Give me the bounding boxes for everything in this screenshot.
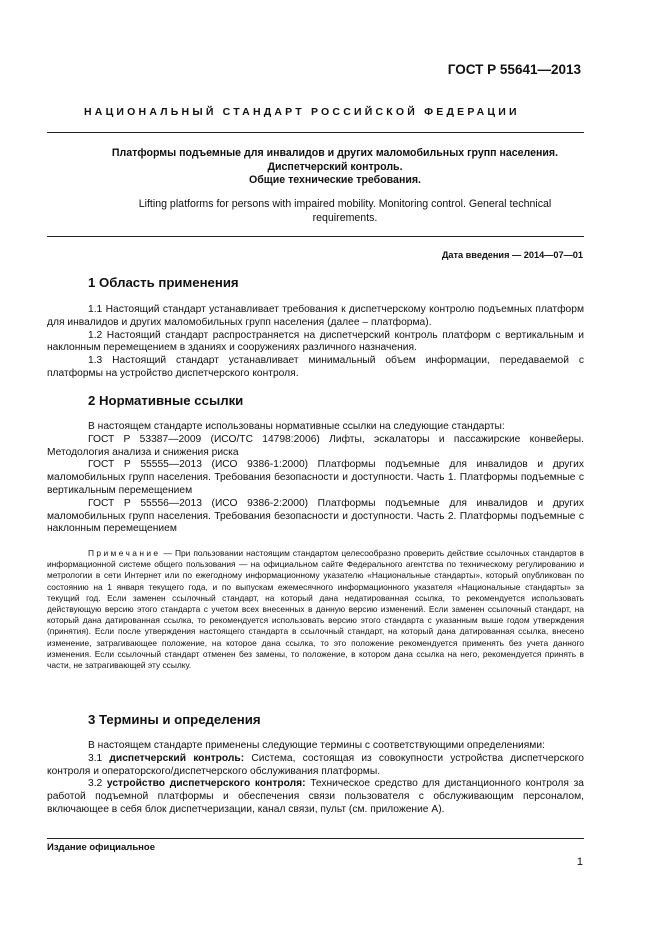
title-russian: [80, 147, 590, 188]
section-body: [47, 421, 584, 536]
paragraph: В настоящем стандарте использованы нормативные ссылки на следующие стандарты:: [88, 421, 505, 432]
title-line: Общие технические требования.: [249, 174, 421, 186]
paragraph: 1.2 Настоящий стандарт распространяется на диспетчерский контроль платформ с вертикальным и наклонным перемещением в зданиях и сооружениях различного назначения.: [47, 329, 584, 354]
section-body: [47, 304, 584, 381]
section-heading: 1 Область применения: [88, 275, 239, 290]
section-heading: 2 Нормативные ссылки: [88, 393, 244, 408]
reference-item: ГОСТ Р 55556—2013 (ИСО 9386-2:2000) Платформы подъемные для инвалидов и других маломобильных групп населения. Требования безопасности и доступности. Часть 2. Платформы подъемные с наклонным перемещением: [47, 497, 584, 535]
introduction-date: Дата введения — 2014—07—01: [441, 250, 583, 260]
term-definition: [47, 778, 584, 816]
document-code: ГОСТ Р 55641—2013: [447, 62, 581, 77]
note-label: Примечание: [88, 548, 161, 558]
reference-item: ГОСТ Р 53387—2009 (ИСО/ТС 14798:2006) Лифты, эскалаторы и пассажирские конвейеры. Методология анализа и снижения риска: [47, 433, 584, 458]
term-definition: [47, 753, 584, 779]
definition: Система, состоящая из совокупности устройства диспетчерского контроля и операторского/диспетчерского обслуживания платформы.: [47, 752, 584, 777]
term: диспетчерский контроль:: [109, 752, 245, 764]
national-standard-banner: НАЦИОНАЛЬНЫЙ СТАНДАРТ РОССИЙСКОЙ ФЕДЕРАЦИИ: [84, 106, 520, 118]
paragraph: 1.3 Настоящий стандарт устанавливает минимальный объем информации, передаваемой с платформы на устройство диспетчерского контроля.: [47, 355, 584, 379]
term-number: 3.2: [88, 778, 103, 790]
title-line: Платформы подъемные для инвалидов и других маломобильных групп населения.: [111, 147, 559, 159]
header-divider: [47, 132, 584, 133]
edition-label: Издание официальное: [47, 842, 155, 853]
title-divider: [47, 236, 584, 237]
paragraph: 1.1 Настоящий стандарт устанавливает требования к диспетчерскому контролю подъемных платформ для инвалидов и других маломобильных групп населения (далее – платформа).: [47, 304, 584, 328]
footer-divider: [47, 838, 584, 839]
note-text: — При пользовании настоящим стандартом целесообразно проверить действие ссылочных стандартов в информационной системе общего пользования — на официальном сайте Федерального агентства по техническому регулированию и метрологии в сети Интернет или по ежегодному информационному указателю «Национальные стандарты», который опубликован по состоянию на 1 января текущего года, и по выпускам ежемесячного информационного указателя «Национальные стандарты» за текущий год. Если заменен ссылочный стандарт, на который дана недатированная ссылка, то рекомендуется использовать действующую версию этого стандарта с учетом всех внесенных в данную версию изменений. Если заменен ссылочный стандарт, на который дана датированная ссылка, то рекомендуется использовать версию этого стандарта с указанным выше годом утверждения (принятия). Если после утверждения настоящего стандарта в ссылочный стандарт, на который дана датированная ссылка, внесено изменение, затрагивающее положение, на которое дана ссылка, то это положение рекомендуется применять без учета данного изменения. Если ссылочный стандарт отменен без замены, то положение, в котором дана ссылка на него, рекомендуется принять в части, не затрагивающей эту ссылку.: [47, 548, 585, 671]
title-english: Lifting platforms for persons with impaired mobility. Monitoring control. General technical requirements.: [138, 198, 552, 224]
page-number: 1: [576, 856, 583, 868]
section-body: [47, 740, 584, 817]
section-heading: 3 Термины и определения: [88, 712, 261, 727]
definition: Техническое средство для дистанционного контроля за работой подъемной платформы и обеспечения связи пользователя с обслуживающим персоналом, включающее в себя блок диспетчеризации, канал связи, пульт (см. приложение А).: [47, 778, 584, 815]
term: устройство диспетчерского контроля:: [106, 778, 306, 790]
paragraph: В настоящем стандарте применены следующие термины с соответствующими определениями:: [88, 740, 545, 751]
note: [47, 548, 584, 671]
reference-item: ГОСТ Р 55555—2013 (ИСО 9386-1:2000) Платформы подъемные для инвалидов и других маломобильных групп населения. Требования безопасности и доступности. Часть 1. Платформы подъемные с вертикальным перемещением: [47, 459, 584, 496]
term-number: 3.1: [88, 752, 103, 764]
title-line: Диспетчерский контроль.: [267, 160, 403, 173]
